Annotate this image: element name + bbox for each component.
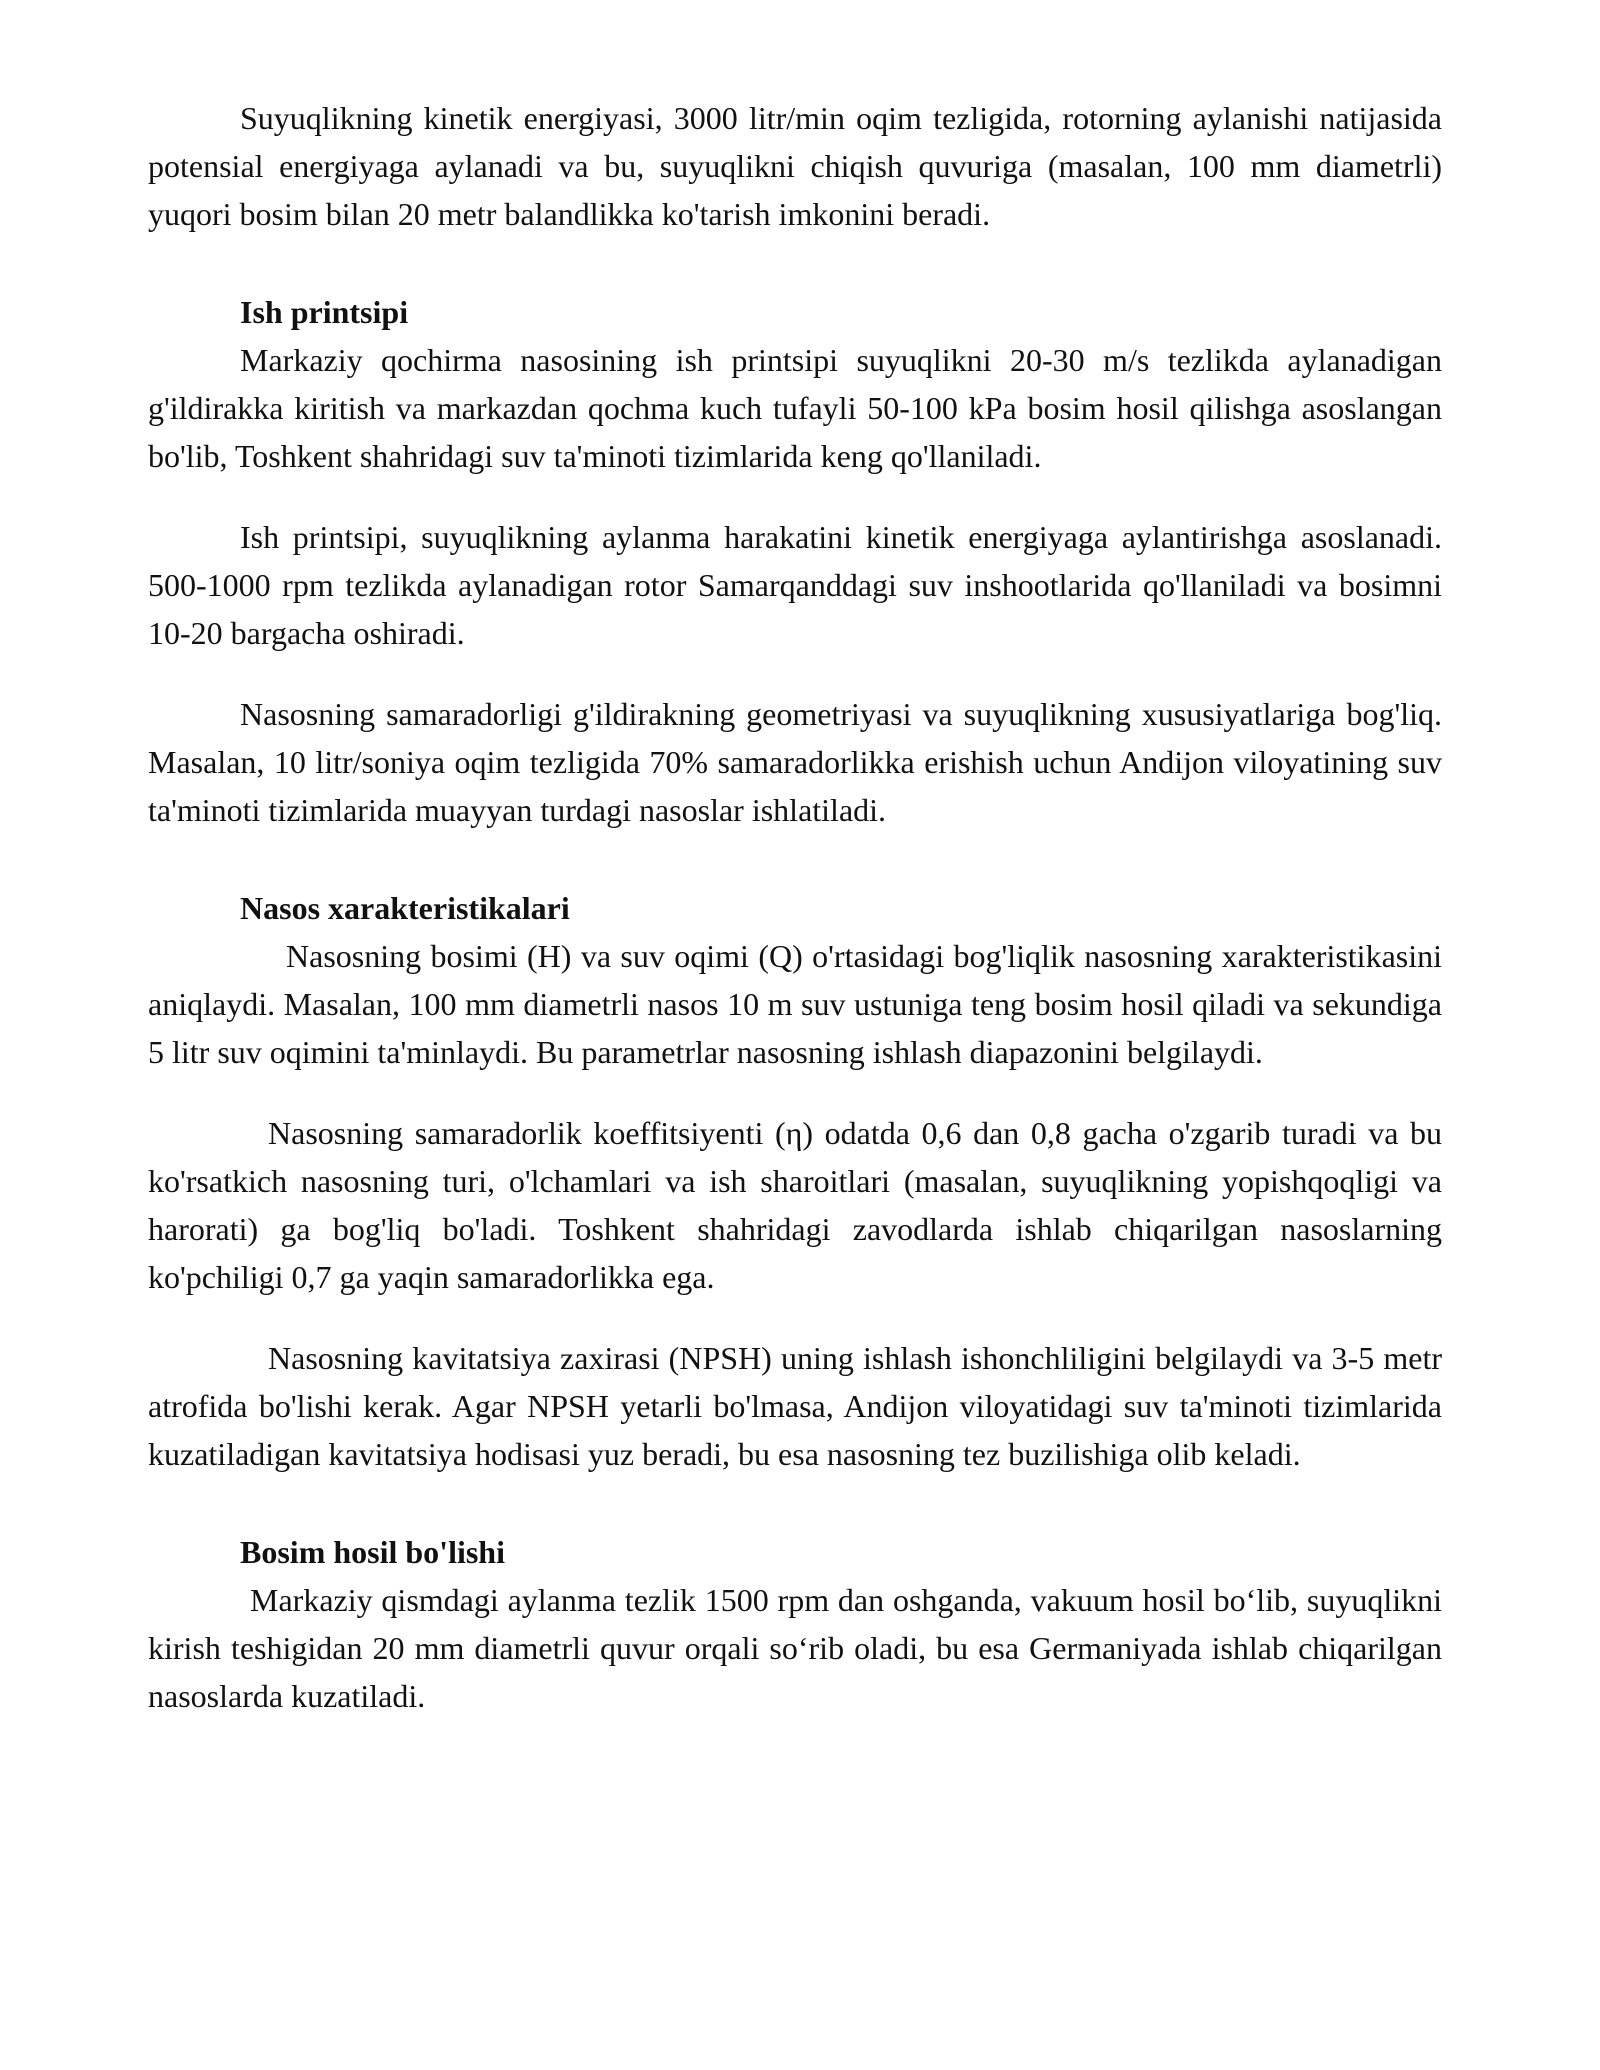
document-page [148,94,1442,1720]
heading-ish-printsipi: Ish printsipi [240,294,409,330]
heading-bosim-hosil-bolishi: Bosim hosil bo'lishi [240,1534,505,1570]
paragraph-working-principle: Markaziy qochirma nasosining ish printsipi suyuqlikni 20-30 m/s tezlikda aylanadigan g'ildirakka kiritish va markazdan qochma kuch tufayli 50-100 kPa bosim hosil qilishga asoslangan bo'lib, Toshkent shahridagi suv ta'minoti tizimlarida keng qo'llaniladi. [148,342,1442,474]
heading-nasos-xarakteristikalari: Nasos xarakteristikalari [240,890,570,926]
paragraph-rotation-principle: Ish printsipi, suyuqlikning aylanma harakatini kinetik energiyaga aylantirishga asoslanadi. 500-1000 rpm tezlikda aylanadigan rotor Samarqanddagi suv inshootlarida qo'llaniladi va bosimni 10-20 bargacha oshiradi. [148,519,1442,651]
paragraph-efficiency-coefficient: Nasosning samaradorlik koeffitsiyenti (η) odatda 0,6 dan 0,8 gacha o'zgarib turadi va bu ko'rsatkich nasosning turi, o'lchamlari va ish sharoitlari (masalan, suyuqlikning yopishqoqligi va harorati) ga bog'liq bo'ladi. Toshkent shahridagi zavodlarda ishlab chiqarilgan nasoslarning ko'pchiligi 0,7 ga yaqin samaradorlikka ega. [148,1115,1442,1295]
paragraph-kinetic-energy: Suyuqlikning kinetik energiyasi, 3000 litr/min oqim tezligida, rotorning aylanishi natijasida potensial energiyaga aylanadi va bu, suyuqlikni chiqish quvuriga (masalan, 100 mm diametrli) yuqori bosim bilan 20 metr balandlikka ko'tarish imkonini beradi. [148,100,1442,232]
paragraph-efficiency: Nasosning samaradorligi g'ildirakning geometriyasi va suyuqlikning xususiyatlariga bog'liq. Masalan, 10 litr/soniya oqim tezligida 70% samaradorlikka erishish uchun Andijon viloyatining suv ta'minoti tizimlarida muayyan turdagi nasoslar ishlatiladi. [148,696,1442,828]
paragraph-pressure-flow: Nasosning bosimi (H) va suv oqimi (Q) o'rtasidagi bog'liqlik nasosning xarakteristikasini aniqlaydi. Masalan, 100 mm diametrli nasos 10 m suv ustuniga teng bosim hosil qiladi va sekundiga 5 litr suv oqimini ta'minlaydi. Bu parametrlar nasosning ishlash diapazonini belgilaydi. [148,938,1442,1070]
paragraph-vacuum: Markaziy qismdagi aylanma tezlik 1500 rpm dan oshganda, vakuum hosil bo‘lib, suyuqlikni kirish teshigidan 20 mm diametrli quvur orqali so‘rib oladi, bu esa Germaniyada ishlab chiqarilgan nasoslarda kuzatiladi. [148,1582,1442,1714]
paragraph-npsh: Nasosning kavitatsiya zaxirasi (NPSH) uning ishlash ishonchliligini belgilaydi va 3-5 metr atrofida bo'lishi kerak. Agar NPSH yetarli bo'lmasa, Andijon viloyatidagi suv ta'minoti tizimlarida kuzatiladigan kavitatsiya hodisasi yuz beradi, bu esa nasosning tez buzilishiga olib keladi. [148,1340,1442,1472]
